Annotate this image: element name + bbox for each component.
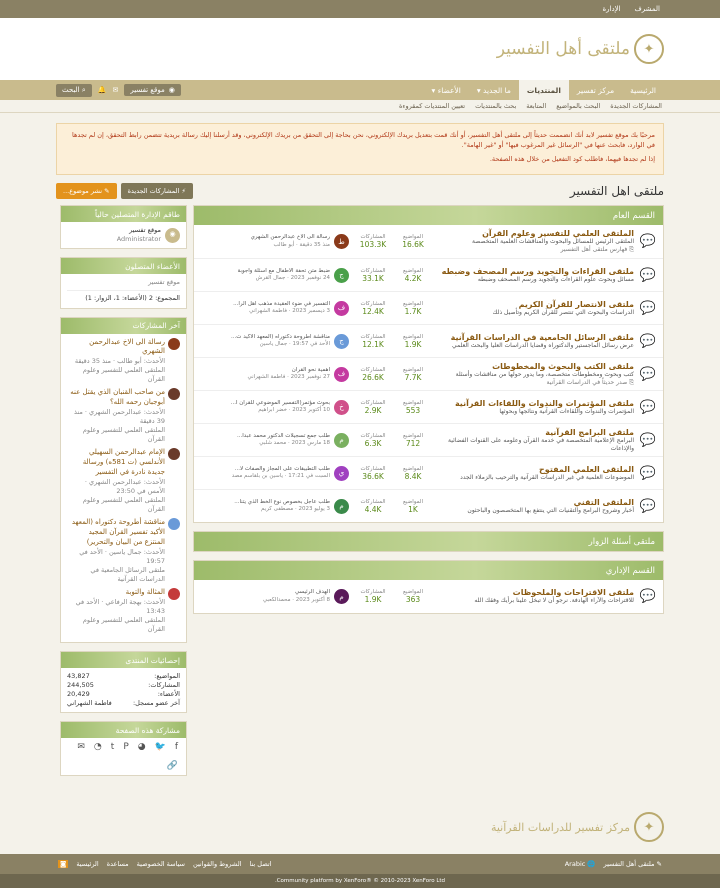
- last-post-title[interactable]: طلب جمع تسجيلات الدكتور محمد عبدا...: [237, 432, 330, 439]
- logo-icon: ✦: [634, 812, 664, 842]
- staff-role: Administrator: [116, 235, 161, 244]
- last-post-meta: 27 نوفمبر 2023 · فاطمة الشهراني: [247, 374, 330, 381]
- page-title: ملتقى اهل التفسير: [569, 184, 664, 199]
- last-post-title[interactable]: مناقشة أطروحة دكتوراه (المعهد الأكيد ت...: [231, 333, 330, 340]
- avatar[interactable]: ف: [334, 367, 349, 382]
- forum-description: البرامج الإعلامية المتخصصة في خدمة القرآن وعلومه على القنوات الفضائية والإذاعات: [448, 436, 634, 452]
- footer-contact[interactable]: اتصل بنا: [249, 860, 272, 869]
- email-icon[interactable]: ✉: [77, 742, 85, 753]
- last-post-title[interactable]: التفسير في ضوء العقيدة مذهب أهل الرأ...: [233, 300, 330, 307]
- threads-count: 1.9K: [404, 339, 422, 349]
- threads-label: المواضيع: [402, 234, 423, 241]
- bell-icon[interactable]: 🔔: [97, 86, 107, 94]
- forum-icon: 💬: [639, 234, 657, 250]
- inbox-icon[interactable]: ✉: [112, 86, 119, 94]
- threads-label: المواضيع: [402, 399, 423, 406]
- avatar[interactable]: [168, 388, 180, 400]
- latest-post: [67, 448, 180, 514]
- widget-title: آخر المشاركات: [61, 318, 186, 334]
- forum-row: [194, 357, 663, 390]
- stat-label: المواضيع:: [154, 672, 180, 681]
- stat-value: 43,827: [67, 672, 90, 681]
- threads-label: المواضيع: [402, 333, 423, 340]
- forum-title[interactable]: ملتقى القراءات والتجويد ورسم المصحف وضبطه: [441, 266, 634, 276]
- forum-description: الموضوعات العلمية في غير الدراسات القرآنية والترحيب بالزملاء الجدد: [460, 473, 634, 481]
- threads-label: المواضيع: [402, 300, 423, 307]
- threads-label: المواضيع: [402, 267, 423, 274]
- tab-whats-new[interactable]: ما الجديد ▾: [476, 85, 511, 95]
- staff-name[interactable]: موقع تفسير: [129, 226, 161, 235]
- new-posts-label: المشاركات الجديدة: [127, 187, 180, 196]
- posts-count: 12.1K: [362, 339, 384, 349]
- online-total: المجموع: 2 (الأعضاء: 1، الزوار: 1): [67, 290, 180, 303]
- post-thread-button[interactable]: ✎ نشر موضوع...: [56, 183, 117, 199]
- last-post-meta: منذ 35 دقيقة · أبو طالب: [273, 241, 330, 248]
- header: [0, 18, 720, 80]
- category-general: [193, 205, 664, 523]
- account-button[interactable]: [124, 84, 180, 96]
- language-chooser[interactable]: 🌐 Arabic: [564, 860, 596, 869]
- forum-title[interactable]: ملتقى المؤتمرات والندوات واللقاءات القرآنية: [454, 398, 634, 408]
- tab-forums[interactable]: المنتديات: [519, 80, 569, 100]
- avatar[interactable]: م: [334, 499, 349, 514]
- avatar[interactable]: خ: [334, 400, 349, 415]
- notice-link[interactable]: إذا لم تجدها فيهما، فاطلب كود التفعيل من خلال هذه الصفحة.: [489, 155, 655, 164]
- last-post-title[interactable]: ضبط متن تحفة الأطفال مع أسئلة وأجوبة: [237, 267, 330, 274]
- tab-members[interactable]: الأعضاء ▾: [431, 85, 461, 95]
- threads-label: المواضيع: [402, 432, 423, 439]
- tab-members-label: الأعضاء: [437, 85, 461, 95]
- latest-post-title[interactable]: الإمام عبدالرحمن السهيلي الأندلسي (ت 581ه) ورسالة جديدة نادرة في التفسير: [82, 448, 165, 476]
- last-post-title[interactable]: الهدف الرئيسي: [295, 589, 330, 595]
- avatar: ◉: [168, 86, 175, 94]
- forum-row: [194, 225, 663, 258]
- forum-description: المؤتمرات والندوات واللقاءات القرآنية ونتائجها وبحوثها: [499, 407, 634, 415]
- main-nav: [0, 80, 720, 100]
- last-post-title[interactable]: بحوث مؤتمر(التفسير الموضوعي للقرآن ا...: [230, 399, 330, 406]
- stat-label: المشاركات:: [148, 681, 180, 690]
- threads-stat: [393, 589, 433, 604]
- posts-label: المشاركات: [360, 465, 386, 472]
- forum-title[interactable]: ملتقى البرامج القرآنية: [545, 427, 634, 437]
- threads-label: المواضيع: [402, 589, 423, 596]
- forum-icon: 💬: [639, 589, 657, 605]
- posts-label: المشاركات: [360, 399, 386, 406]
- threads-count: 4.2K: [404, 273, 422, 283]
- avatar[interactable]: ف: [334, 301, 349, 316]
- widget-title: إحصائيات المنتدى: [61, 652, 186, 668]
- forum-icon: 💬: [639, 498, 657, 514]
- last-post-meta: 3 ديسمبر 2023 · فاطمة الشهراني: [249, 308, 330, 315]
- stat-value: 244,505: [67, 681, 94, 690]
- category-title[interactable]: القسم الإداري: [194, 561, 663, 580]
- forum-description: الدراسات والبحوث التي تنتصر للقرآن الكريم وتأصيل ذلك: [492, 308, 634, 316]
- posts-stat: [353, 234, 393, 249]
- posts-stat: [353, 268, 393, 283]
- widget-title: طاقم الإدارة المتصلين حالياً: [61, 206, 186, 222]
- avatar[interactable]: [168, 448, 180, 460]
- posts-count: 36.6K: [362, 471, 384, 481]
- posts-stat: [353, 499, 393, 514]
- threads-count: 712: [405, 438, 421, 448]
- share-widget: [60, 721, 187, 776]
- threads-stat: [393, 301, 433, 316]
- forum-icon: 💬: [639, 267, 657, 283]
- posts-count: 2.9K: [364, 405, 382, 415]
- forum-icon: 💬: [639, 465, 657, 481]
- forum-title[interactable]: الملتقى التقني: [573, 497, 634, 507]
- posts-stat: [353, 367, 393, 382]
- stat-row: [67, 672, 180, 681]
- forum-row: [194, 423, 663, 456]
- posts-count: 26.6K: [362, 372, 384, 382]
- subnav-mark-read[interactable]: تعيين المنتديات كمقروءة: [398, 102, 466, 110]
- posts-count: 12.4K: [362, 306, 384, 316]
- tab-center[interactable]: مركز تفسير: [576, 85, 615, 95]
- threads-stat: [393, 433, 433, 448]
- latest-post: [67, 588, 180, 634]
- forum-title[interactable]: ملتقى الاقتراحات والملحوظات: [512, 588, 634, 598]
- last-post-meta: 24 نوفمبر 2023 · جمال القرش: [255, 275, 330, 282]
- forum-description: عرض رسائل الماجستير والدكتوراه وقضايا الدراسات العليا والبحث العلمي: [451, 341, 634, 349]
- stat-row: [67, 699, 180, 708]
- subforum-link[interactable]: ⎘ صدر حديثاً في الدراسات القرآنية: [546, 378, 634, 386]
- avatar[interactable]: ي: [334, 466, 349, 481]
- posts-count: 4.4K: [364, 504, 382, 514]
- threads-count: 553: [405, 405, 421, 415]
- latest-post-title[interactable]: من صاحب القنبان الذي يقتل عنه أبوجبان رحمه الله؟: [70, 388, 165, 407]
- forum-stats-widget: [60, 651, 187, 713]
- latest-post-forum[interactable]: ملتقى الرسائل الجامعية في الدراسات القرآنية: [90, 565, 165, 583]
- page-titlebar: [56, 183, 664, 199]
- last-post-meta: 3 يوليو 2023 · مصطفى كريم: [261, 506, 330, 513]
- avatar[interactable]: [168, 338, 180, 350]
- posts-count: 1.9K: [364, 595, 382, 605]
- forum-icon: 💬: [639, 399, 657, 415]
- avatar[interactable]: [168, 588, 180, 600]
- posts-stat: [353, 301, 393, 316]
- forum-description: أخبار وشروح البرامج والتقنيات التي ينتفع بها المتخصصون والباحثون: [467, 506, 634, 514]
- pinterest-icon[interactable]: P: [123, 742, 129, 753]
- posts-label: المشاركات: [360, 432, 386, 439]
- posts-stat: [353, 433, 393, 448]
- sidebar: [60, 205, 187, 784]
- forum-row: [194, 390, 663, 423]
- logo-icon: ✦: [634, 34, 664, 64]
- forum-title[interactable]: الملتقى العلمي للتفسير وعلوم القرآن: [482, 229, 634, 239]
- subnav-watched[interactable]: المتابعة: [526, 102, 547, 110]
- forum-icon: 💬: [639, 333, 657, 349]
- account-name: موقع تفسير: [130, 86, 165, 94]
- stat-row: [67, 681, 180, 690]
- posts-stat: [353, 334, 393, 349]
- footer: [0, 854, 720, 874]
- threads-stat: [393, 466, 433, 481]
- threads-count: 8.4K: [404, 471, 422, 481]
- latest-post-title[interactable]: رسالة الى الاخ عبدالرحمن الشهري: [89, 337, 165, 356]
- stat-label: آخر عضو مسجل:: [132, 699, 180, 708]
- whatsapp-icon[interactable]: ◔: [93, 742, 102, 753]
- notice-text: مرحبًا بك موقع تفسير لابد أنك انضممت حديثاً إلى ملتقى أهل التفسير، أو أنك قمت بتعديل بريدك الإلكتروني، نحن بحاجة إلى التحقق من بريدك الإلكتروني، وقد أرسلنا إليك رسالة بريدية تتضمن رابط التحقق، إن لم تجدها في الوارد، فابحث عنها في "الرسائل غير المرغوب فيها" أو "غير الهامة".: [72, 131, 655, 150]
- avatar[interactable]: ◉: [165, 228, 180, 243]
- last-post-meta: 18 مارس 2023 · محمد شلبي: [259, 440, 330, 447]
- avatar[interactable]: م: [334, 433, 349, 448]
- avatar[interactable]: ط: [334, 234, 349, 249]
- forum-row: [194, 324, 663, 357]
- avatar[interactable]: م: [334, 589, 349, 604]
- forum-title[interactable]: ملتقى الرسائل الجامعية في الدراسات القرآنية: [450, 332, 634, 342]
- posts-stat: [353, 400, 393, 415]
- posts-label: المشاركات: [360, 300, 386, 307]
- last-post-title[interactable]: طلب التطبيقات على المجاز والصفات لا...: [234, 465, 330, 472]
- last-post-meta: 8 أكتوبر 2023 · محمدالكعبي: [262, 596, 330, 603]
- footer-terms[interactable]: الشروط والقوانين: [193, 860, 242, 869]
- latest-post-title[interactable]: المثالة والتوبة: [125, 587, 165, 596]
- forum-row: [194, 258, 663, 291]
- threads-stat: [393, 334, 433, 349]
- stat-label: الأعضاء:: [157, 690, 180, 699]
- category-title[interactable]: ملتقى أسئلة الزوار: [194, 532, 663, 551]
- search-button[interactable]: [56, 84, 92, 97]
- footer-privacy[interactable]: سياسة الخصوصية: [136, 860, 185, 869]
- category-title[interactable]: القسم العام: [194, 206, 663, 225]
- forum-title[interactable]: ملتقى الكتب والبحوث والمخطوطات: [492, 361, 634, 371]
- subforum-label: صدر حديثاً في الدراسات القرآنية: [546, 378, 628, 386]
- subnav-search-forums[interactable]: بحث بالمنتديات: [475, 102, 517, 110]
- tumblr-icon[interactable]: t: [110, 742, 115, 753]
- latest-post-meta: الأحدث: بهجة الرفاعي · الأحد في 13:43: [75, 597, 165, 615]
- latest-post-meta: الأحدث: جمال ياسين · الأحد في 19:57: [79, 547, 165, 565]
- forum-description: كتب وبحوث ومخطوطات متخصصة، وما يدور حولها من مناقشات وأسئلة: [455, 370, 634, 378]
- latest-post: [67, 338, 180, 385]
- latest-post-forum[interactable]: الملتقى العلمي للتفسير وعلوم القرآن: [82, 615, 165, 634]
- latest-post-forum[interactable]: الملتقى العلمي للتفسير وعلوم القرآن: [82, 426, 165, 444]
- avatar[interactable]: ج: [334, 334, 349, 349]
- footer-home[interactable]: الرئيسية: [76, 860, 99, 869]
- posts-label: المشاركات: [360, 333, 386, 340]
- category-visitors: [193, 531, 664, 552]
- stat-value: فاطمة الشهراني: [67, 699, 112, 708]
- threads-stat: [393, 400, 433, 415]
- posts-label: المشاركات: [360, 234, 386, 241]
- last-post-meta: 10 أكتوبر 2023 · خضر ابراهيم: [258, 407, 330, 414]
- threads-stat: [393, 268, 433, 283]
- widget-title: مشاركة هذه الصفحة: [61, 722, 186, 738]
- twitter-icon[interactable]: 🐦: [154, 742, 166, 753]
- avatar[interactable]: [168, 518, 180, 530]
- language-label: Arabic: [564, 860, 586, 869]
- subforum-label: فهارس ملتقى أهل التفسير: [560, 246, 628, 254]
- subnav-new-posts[interactable]: المشاركات الجديدة: [610, 102, 662, 110]
- posts-label: المشاركات: [360, 589, 386, 596]
- latest-post-title[interactable]: مناقشة أطروحة دكتوراه (المعهد الأكيد تفسير القرآن المجيد المنتزع من البيان والتحرير): [71, 518, 165, 546]
- logo-text: ملتقى أهل التفسير: [496, 39, 630, 59]
- style-chooser[interactable]: ✎ ملتقى أهل التفسير: [603, 860, 662, 869]
- posts-count: 103.3K: [359, 240, 387, 250]
- category-admin: [193, 560, 664, 614]
- latest-post: [67, 388, 180, 444]
- last-post-meta: السبت في 17:21 · ياسين بن بلقاسم مصد: [231, 473, 330, 480]
- posts-stat: [353, 466, 393, 481]
- latest-post-forum[interactable]: الملتقى العلمي للتفسير وعلوم القرآن: [82, 495, 165, 514]
- forum-description: الملتقى الرئيس للمسائل والبحوث والمناقشات العلمية المتخصصة: [471, 238, 634, 246]
- forum-row: [194, 580, 663, 613]
- link-icon[interactable]: 🔗: [166, 761, 178, 772]
- forum-icon: 💬: [639, 432, 657, 448]
- rss-icon[interactable]: ◙: [60, 860, 67, 869]
- subforum-link[interactable]: ⎘ فهارس ملتقى أهل التفسير: [560, 246, 634, 254]
- latest-post: [67, 518, 180, 584]
- threads-count: 1.7K: [404, 306, 422, 316]
- top-bar: [0, 0, 720, 18]
- threads-label: المواضيع: [402, 366, 423, 373]
- new-posts-button[interactable]: ⚡ المشاركات الجديدة: [121, 183, 193, 199]
- posts-count: 33.1K: [362, 273, 384, 283]
- forum-icon: 💬: [639, 366, 657, 382]
- posts-label: المشاركات: [360, 498, 386, 505]
- reddit-icon[interactable]: ◕: [137, 742, 146, 753]
- posts-label: المشاركات: [360, 267, 386, 274]
- threads-stat: [393, 234, 433, 249]
- online-member[interactable]: موقع تفسير: [148, 278, 180, 287]
- facebook-icon[interactable]: f: [174, 742, 178, 753]
- threads-stat: [393, 367, 433, 382]
- threads-count: 7.7K: [404, 372, 422, 382]
- footer-logo: [56, 806, 664, 848]
- forum-icon: 💬: [639, 300, 657, 316]
- search-label: البحث: [62, 85, 80, 94]
- footer-help[interactable]: مساعدة: [106, 860, 129, 869]
- forum-description: للاقتراحات والآراء الهادفة. نرجو أن لا تبخل علينا برأيك وفقك الله: [474, 597, 634, 605]
- posts-count: 6.3K: [364, 438, 382, 448]
- forum-row: [194, 489, 663, 522]
- latest-post-forum[interactable]: الملتقى العلمي للتفسير وعلوم القرآن: [82, 366, 165, 384]
- mod-link[interactable]: المشرف: [634, 5, 660, 13]
- forum-description: مسائل وبحوث علوم القراءات والتجويد ورسم المصحف وضبطه: [477, 275, 634, 283]
- tab-home[interactable]: الرئيسية: [630, 85, 656, 95]
- style-label: ملتقى أهل التفسير: [603, 860, 655, 869]
- avatar[interactable]: ج: [334, 268, 349, 283]
- last-post-title[interactable]: طلب عاجل بخصوص نوع الخط الذي يتنا...: [234, 498, 330, 505]
- latest-post-meta: الأحدث: أبو طالب · منذ 35 دقيقة: [74, 357, 165, 366]
- threads-label: المواضيع: [402, 465, 423, 472]
- tab-whats-new-label: ما الجديد: [483, 85, 511, 95]
- staff-online-widget: [60, 205, 187, 249]
- admin-link[interactable]: الإدارة: [602, 5, 621, 13]
- last-post-title[interactable]: رسالة الى الاخ عبدالرحمن الشهري: [250, 234, 330, 240]
- latest-post-meta: الأحدث: عبدالرحمن الشهري · منذ 39 دقيقة: [73, 408, 165, 426]
- last-post-meta: الأحد في 19:57 · جمال ياسين: [259, 341, 330, 348]
- latest-posts-widget: [60, 317, 187, 644]
- threads-stat: [393, 499, 433, 514]
- latest-post-meta: الأحدث: عبدالرحمن الشهري · الأمس في 23:50: [84, 477, 165, 495]
- forum-row: [194, 291, 663, 324]
- posts-label: المشاركات: [360, 366, 386, 373]
- widget-title: الأعضاء المتصلون: [61, 258, 186, 274]
- last-post-title[interactable]: أهمية نحو القرآن: [291, 366, 330, 373]
- threads-count: 363: [405, 595, 421, 605]
- forum-title[interactable]: ملتقى الانتصار للقرآن الكريم: [518, 299, 634, 309]
- threads-count: 16.6K: [402, 240, 424, 250]
- sub-nav: [0, 100, 720, 113]
- post-thread-label: نشر موضوع...: [63, 187, 103, 196]
- forum-row: [194, 456, 663, 489]
- search-icon: ⌕: [81, 85, 86, 94]
- threads-count: 1K: [408, 504, 418, 514]
- threads-label: المواضيع: [402, 498, 423, 505]
- posts-stat: [353, 589, 393, 604]
- copyright: Community platform by XenForo® © 2010-2023 XenForo Ltd.: [0, 874, 720, 888]
- members-online-widget: [60, 257, 187, 308]
- stat-value: 20,429: [67, 690, 90, 699]
- forum-title[interactable]: الملتقى العلمي المفتوح: [539, 464, 634, 474]
- site-logo[interactable]: [497, 34, 664, 64]
- subnav-search-threads[interactable]: البحث بالمواضيع: [556, 102, 601, 110]
- verification-notice: [56, 123, 664, 175]
- forum-list: [193, 205, 664, 784]
- footer-logo-text: مركز تفسير للدراسات القرآنية: [490, 820, 630, 834]
